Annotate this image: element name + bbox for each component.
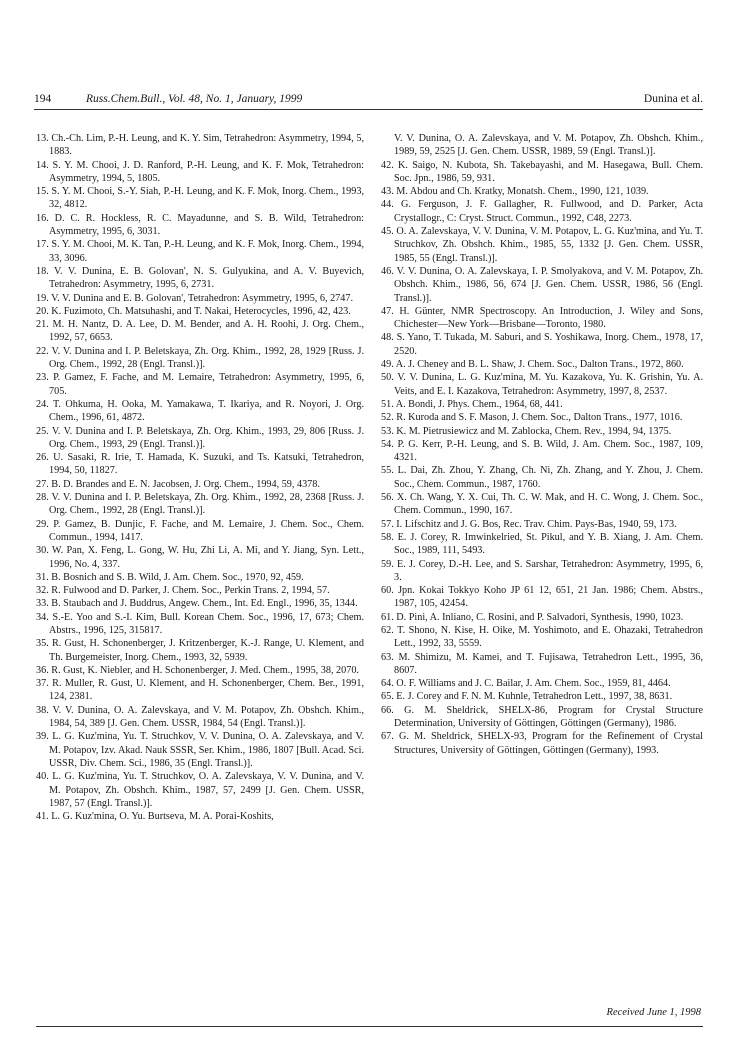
reference-item: 47. H. Günter, NMR Spectroscopy. An Introduction, J. Wiley and Sons, Chichester—New York—Brisbane—Toronto, 1980. xyxy=(381,305,703,331)
reference-item: 17. S. Y. M. Chooi, M. K. Tan, P.-H. Leung, and K. F. Mok, Inorg. Chem., 1994, 33, 3096. xyxy=(36,239,364,264)
reference-item: 24. T. Ohkuma, H. Ooka, M. Yamakawa, T. Ikariya, and R. Noyori, J. Org. Chem., 1996, 61, 4872. xyxy=(36,398,364,424)
reference-item: 60. Jpn. Kokai Tokkyo Koho JP 61 12, 651, 21 Jan. 1986; Chem. Abstrs., 1987, 105, 42454. xyxy=(381,585,703,610)
header-rule xyxy=(34,109,703,110)
reference-item: 16. D. C. R. Hockless, R. C. Mayadunne, and S. B. Wild, Tetrahedron: Asymmetry, 1995, 6, 3031. xyxy=(36,212,364,238)
reference-item: 13. Ch.-Ch. Lim, P.-H. Leung, and K. Y. Sim, Tetrahedron: Asymmetry, 1994, 5, 1883. xyxy=(36,133,364,158)
reference-item: 57. I. Lifschitz and J. G. Bos, Rec. Trav. Chim. Pays-Bas, 1940, 59, 173. xyxy=(381,518,677,530)
reference-item: 52. R. Kuroda and S. F. Mason, J. Chem. Soc., Dalton Trans., 1977, 1016. xyxy=(381,412,683,424)
reference-item: 64. O. F. Williams and J. C. Bailar, J. Am. Chem. Soc., 1959, 81, 4464. xyxy=(381,678,671,690)
reference-item: 32. R. Fulwood and D. Parker, J. Chem. Soc., Perkin Trans. 2, 1994, 57. xyxy=(36,585,330,597)
reference-item: 20. K. Fuzimoto, Ch. Matsuhashi, and T. Nakai, Heterocycles, 1996, 42, 423. xyxy=(36,305,351,317)
running-authors: Dunina et al. xyxy=(643,93,703,105)
references-left-column xyxy=(36,132,364,823)
footer-rule xyxy=(36,1026,703,1027)
reference-item: 18. V. V. Dunina, E. B. Golovan', N. S. Gulyukina, and A. V. Buyevich, Tetrahedron: Asymmetry, 1995, 6, 2731. xyxy=(36,265,364,291)
reference-item: 66. G. M. Sheldrick, SHELX-86, Program for Crystal Structure Determination, University of Göttingen, Göttingen (Germany), 1986. xyxy=(381,704,703,730)
reference-item: 23. P. Gamez, F. Fache, and M. Lemaire, Tetrahedron: Asymmetry, 1995, 6, 705. xyxy=(36,372,364,397)
reference-item: 22. V. V. Dunina and I. P. Beletskaya, Zh. Org. Khim., 1992, 28, 1929 [Russ. J. Org. Chem., 1992, 28 (Engl. Transl.)]. xyxy=(36,345,364,371)
reference-item: 43. M. Abdou and Ch. Kratky, Monatsh. Chem., 1990, 121, 1039. xyxy=(381,186,649,198)
references-right-column xyxy=(381,132,703,757)
reference-item: 34. S.-E. Yoo and S.-I. Kim, Bull. Korean Chem. Soc., 1996, 17, 673; Chem. Abstrs., 1996, 125, 315817. xyxy=(36,611,364,636)
received-date: Received June 1, 1998 xyxy=(606,1007,701,1018)
reference-item: 35. R. Gust, H. Schonenberger, J. Kritzenberger, K.-J. Range, U. Klement, and Th. Burgemeister, Inorg. Chem., 1993, 32, 5939. xyxy=(36,638,364,663)
reference-item: 62. T. Shono, N. Kise, H. Oike, M. Yoshimoto, and E. Ohazaki, Tetrahedron Lett., 1992, 33, 5559. xyxy=(381,624,703,650)
reference-item: 65. E. J. Corey and F. N. M. Kuhnle, Tetrahedron Lett., 1997, 38, 8631. xyxy=(381,691,673,703)
reference-item: 53. K. M. Pietrusiewicz and M. Zablocka, Chem. Rev., 1994, 94, 1375. xyxy=(381,425,672,437)
reference-item: 41. L. G. Kuz'mina, O. Yu. Burtseva, M. A. Porai-Koshits, xyxy=(36,811,274,823)
reference-item: 31. B. Bosnich and S. B. Wild, J. Am. Chem. Soc., 1970, 92, 459. xyxy=(36,571,304,583)
reference-item: 25. V. V. Dunina and I. P. Beletskaya, Zh. Org. Khim., 1993, 29, 806 [Russ. J. Org. Chem., 1993, 29 (Engl. Transl.)]. xyxy=(36,425,364,450)
page-number: 194 xyxy=(34,93,52,105)
reference-continuation: V. V. Dunina, O. A. Zalevskaya, and V. M. Potapov, Zh. Obshch. Khim., 1989, 59, 2525 [J. Gen. Chem. USSR, 1989, 59 (Engl. Transl.)]. xyxy=(394,133,703,158)
reference-item: 40. L. G. Kuz'mina, Yu. T. Struchkov, O. A. Zalevskaya, V. V. Dunina, and V. M. Potapov, Zh. Obshch. Khim., 1987, 57, 2499 [J. Gen. Chem. USSR, 1987, 57 (Engl. Transl.)]. xyxy=(36,771,364,809)
reference-item: 50. V. V. Dunina, L. G. Kuz'mina, M. Yu. Kazakova, Yu. K. Grishin, Yu. A. Veits, and E. I. Kazakova, Tetrahedron: Asymmetry, 1997, 8, 2537. xyxy=(381,372,703,397)
reference-item: 26. U. Sasaki, R. Irie, T. Hamada, K. Suzuki, and Ts. Katsuki, Tetrahedron, 1994, 50, 11827. xyxy=(36,452,364,477)
running-header xyxy=(34,93,703,109)
journal-citation: Russ.Chem.Bull., Vol. 48, No. 1, January, 1999 xyxy=(86,93,303,105)
reference-item: 67. G. M. Sheldrick, SHELX-93, Program for the Refinement of Crystal Structures, University of Göttingen, Göttingen (Germany), 1993. xyxy=(381,731,703,756)
reference-item: 51. A. Bondi, J. Phys. Chem., 1964, 68, 441. xyxy=(381,398,563,410)
reference-item: 28. V. V. Dunina and I. P. Beletskaya, Zh. Org. Khim., 1992, 28, 2368 [Russ. J. Org. Chem., 1992, 28 (Engl. Transl.)]. xyxy=(36,492,364,517)
reference-item: 38. V. V. Dunina, O. A. Zalevskaya, and V. M. Potapov, Zh. Obshch. Khim., 1984, 54, 389 [J. Gen. Chem. USSR, 1984, 54 (Engl. Transl.)]. xyxy=(36,704,364,730)
reference-item: 36. R. Gust, K. Niebler, and H. Schonenberger, J. Med. Chem., 1995, 38, 2070. xyxy=(36,664,359,676)
reference-item: 29. P. Gamez, B. Dunjic, F. Fache, and M. Lemaire, J. Chem. Soc., Chem. Commun., 1994, 1417. xyxy=(36,518,364,543)
reference-item: 14. S. Y. M. Chooi, J. D. Ranford, P.-H. Leung, and K. F. Mok, Tetrahedron: Asymmetry, 1994, 5, 1805. xyxy=(36,159,364,184)
reference-item: 19. V. V. Dunina and E. B. Golovan', Tetrahedron: Asymmetry, 1995, 6, 2747. xyxy=(36,292,354,304)
reference-item: 55. L. Dai, Zh. Zhou, Y. Zhang, Ch. Ni, Zh. Zhang, and Y. Zhou, J. Chem. Soc., Chem. Commun., 1987, 1760. xyxy=(381,465,703,490)
reference-item: 58. E. J. Corey, R. Imwinkelried, St. Pikul, and Y. B. Xiang, J. Am. Chem. Soc., 1989, 111, 5493. xyxy=(381,531,703,557)
reference-item: 39. L. G. Kuz'mina, Yu. T. Struchkov, V. V. Dunina, O. A. Zalevskaya, and V. M. Potapov, Izv. Akad. Nauk SSSR, Ser. Khim., 1986, 1807 [Bull. Acad. Sci. USSR, Div. Chem. Sci., 1986, 35 (Engl. Transl.)]. xyxy=(36,731,364,769)
reference-item: 21. M. H. Nantz, D. A. Lee, D. M. Bender, and A. H. Roohi, J. Org. Chem., 1992, 57, 6653. xyxy=(36,319,364,344)
reference-item: 15. S. Y. M. Chooi, S.-Y. Siah, P.-H. Leung, and K. F. Mok, Inorg. Chem., 1993, 32, 4812. xyxy=(36,186,364,211)
reference-item: 30. W. Pan, X. Feng, L. Gong, W. Hu, Zhi Li, A. Mi, and Y. Jiang, Syn. Lett., 1996, No. 4, 337. xyxy=(36,545,364,570)
reference-item: 27. B. D. Brandes and E. N. Jacobsen, J. Org. Chem., 1994, 59, 4378. xyxy=(36,478,320,490)
reference-item: 61. D. Pini, A. Inliano, C. Rosini, and P. Salvadori, Synthesis, 1990, 1023. xyxy=(381,611,684,623)
reference-item: 59. E. J. Corey, D.-H. Lee, and S. Sarshar, Tetrahedron: Asymmetry, 1995, 6, 3. xyxy=(381,558,703,583)
reference-item: 46. V. V. Dunina, O. A. Zalevskaya, I. P. Smolyakova, and V. M. Potapov, Zh. Obshch. Khim., 1986, 56, 674 [J. Gen. Chem. USSR, 1986, 56 (Engl. Transl.)]. xyxy=(381,265,703,304)
reference-item: 63. M. Shimizu, M. Kamei, and T. Fujisawa, Tetrahedron Lett., 1995, 36, 8607. xyxy=(381,651,703,676)
reference-item: 33. B. Staubach and J. Buddrus, Angew. Chem., Int. Ed. Engl., 1996, 35, 1344. xyxy=(36,598,358,610)
reference-item: 42. K. Saigo, N. Kubota, Sh. Takebayashi, and M. Hasegawa, Bull. Chem. Soc. Jpn., 1986, 59, 931. xyxy=(381,159,703,184)
reference-item: 56. X. Ch. Wang, Y. X. Cui, Th. C. W. Mak, and H. C. Wong, J. Chem. Soc., Chem. Commun., 1990, 167. xyxy=(381,492,703,517)
reference-item: 44. G. Ferguson, J. F. Gallagher, R. Fullwood, and D. Parker, Acta Crystallogr., C: Cryst. Struct. Commun., 1992, C48, 2273. xyxy=(381,199,703,224)
reference-item: 48. S. Yano, T. Tukada, M. Saburi, and S. Yoshikawa, Inorg. Chem., 1978, 17, 2520. xyxy=(381,332,703,357)
reference-item: 49. A. J. Cheney and B. L. Shaw, J. Chem. Soc., Dalton Trans., 1972, 860. xyxy=(381,359,684,371)
reference-item: 37. R. Muller, R. Gust, U. Klement, and H. Schonenberger, Chem. Ber., 1991, 124, 2381. xyxy=(36,678,364,703)
reference-item: 54. P. G. Kerr, P.-H. Leung, and S. B. Wild, J. Am. Chem. Soc., 1987, 109, 4321. xyxy=(381,438,703,464)
reference-item: 45. O. A. Zalevskaya, V. V. Dunina, V. M. Potapov, L. G. Kuz'mina, and Yu. T. Struchkov, Zh. Obshch. Khim., 1985, 55, 1332 [J. Gen. Chem. USSR, 1985, 55 (Engl. Transl.)]. xyxy=(381,226,703,264)
